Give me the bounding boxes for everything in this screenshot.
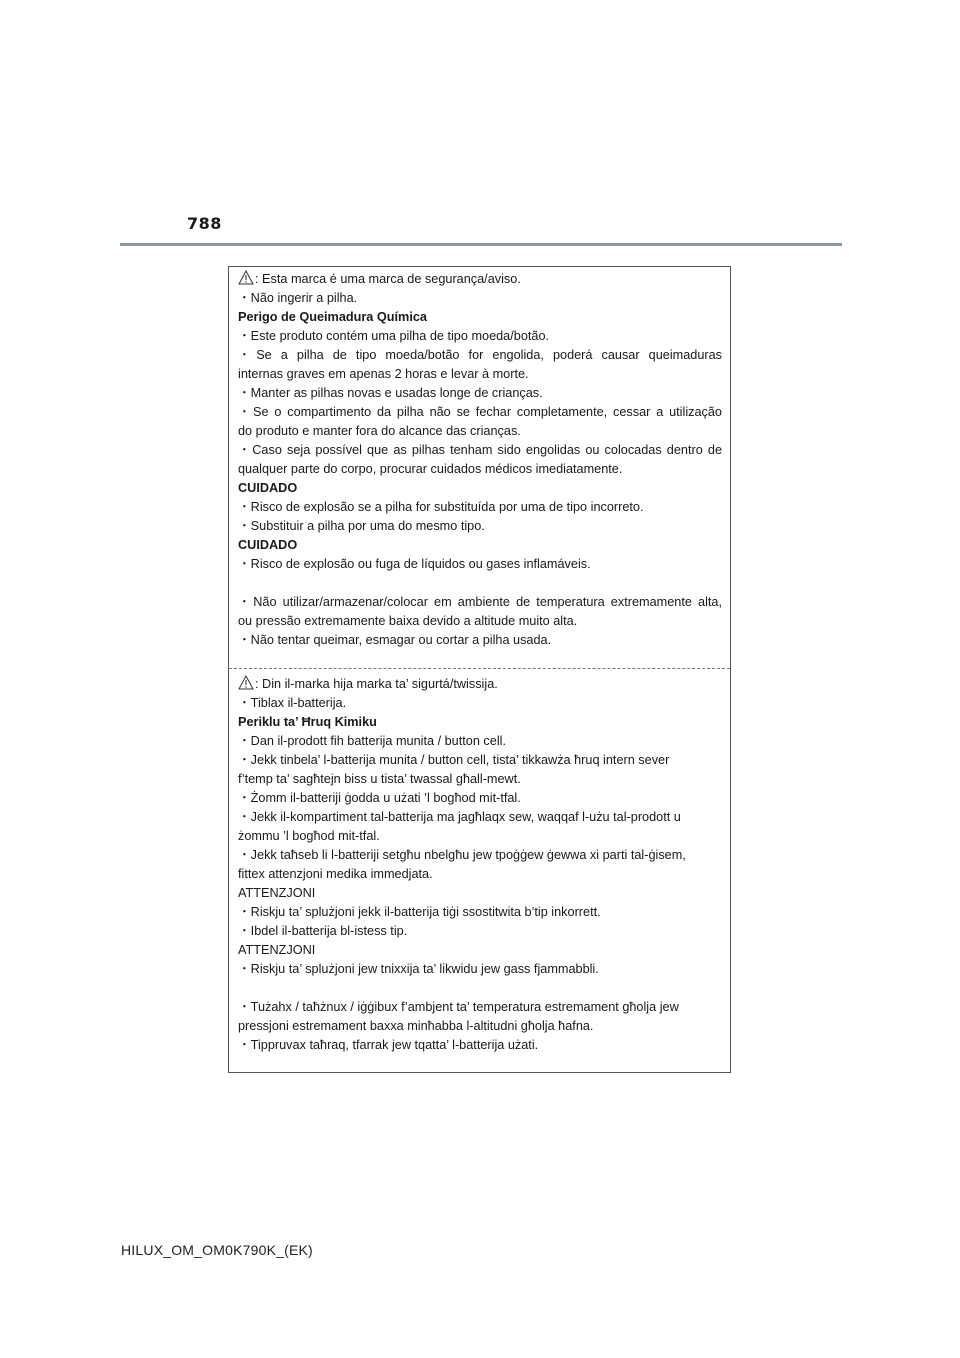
header-rule [120,243,842,246]
notice-line: ・Caso seja possível que as pilhas tenham sido engolidas ou colocadas dentro de [238,443,722,457]
notice-heading: ATTENZJONI [238,943,316,957]
notice-line: ・Manter as pilhas novas e usadas longe de crianças. [238,386,543,400]
notice-line: ・Risco de explosão ou fuga de líquidos ou gases inflamáveis. [238,557,591,571]
notice-line: ・Se a pilha de tipo moeda/botão for engolida, poderá causar queimaduras [238,348,722,362]
blank-line [238,979,722,998]
notice-line: ・Jekk il-kompartiment tal-batterija ma jagħlaqx sew, waqqaf l-użu tal-prodott u [238,810,681,824]
notice-line: ・Jekk tinbela’ l-batterija munita / button cell, tista’ tikkawża ħruq intern sever [238,753,670,767]
notice-line: do produto e manter fora do alcance das crianças. [238,424,521,438]
notice-line: ou pressão extremamente baixa devido a altitude muito alta. [238,614,578,628]
notice-line: pressjoni estremament baxxa minħabba l-altitudni għolja ħafna. [238,1019,594,1033]
notice-line: ・Risco de explosão se a pilha for substituída por uma de tipo incorreto. [238,500,644,514]
battery-warning-notice [228,266,731,1073]
notice-line: internas graves em apenas 2 horas e levar à morte. [238,367,529,381]
notice-line: f’temp ta’ sagħtejn biss u tista’ twassal għall-mewt. [238,772,521,786]
warning-mark-text: : Din il-marka hija marka ta’ sigurtá/twissija. [255,677,498,691]
notice-heading: Perigo de Queimadura Química [238,310,427,324]
notice-line: ・Não tentar queimar, esmagar ou cortar a pilha usada. [238,633,552,647]
notice-line: ・Não utilizar/armazenar/colocar em ambiente de temperatura extremamente alta, [238,595,722,609]
notice-heading: CUIDADO [238,538,298,552]
maltese-text [238,675,722,1055]
warning-mark-text: : Esta marca é uma marca de segurança/aviso. [255,272,521,286]
notice-line: ・Este produto contém uma pilha de tipo moeda/botão. [238,329,550,343]
warning-triangle-icon [238,675,254,696]
notice-line: żommu ’l bogħod mit-tfal. [238,829,380,843]
warning-triangle-icon [238,270,254,291]
notice-line: ・Se o compartimento da pilha não se fechar completamente, cessar a utilização [238,405,722,419]
notice-line: ・Żomm il-batteriji ġodda u użati ’l bogħod mit-tfal. [238,791,521,805]
portuguese-text [238,270,722,650]
notice-line: ・Dan il-prodott fih batterija munita / button cell. [238,734,506,748]
notice-line: ・Ibdel il-batterija bl-istess tip. [238,924,408,938]
notice-line: ・Jekk taħseb li l-batteriji setgħu nbelgħu jew tpoġġew ġewwa xi parti tal-ġisem, [238,848,686,862]
notice-section-portuguese [229,267,730,669]
notice-line: qualquer parte do corpo, procurar cuidados médicos imediatamente. [238,462,623,476]
notice-line: ・Riskju ta’ splużjoni jew tnixxija ta’ likwidu jew gass fjammabbli. [238,962,599,976]
page-number: 788 [187,214,222,233]
notice-line: fittex attenzjoni medika immedjata. [238,867,433,881]
notice-line: ・Riskju ta’ splużjoni jekk il-batterija tiġi ssostitwita b’tip inkorrett. [238,905,601,919]
notice-section-maltese [229,671,730,1071]
document-footer: HILUX_OM_OM0K790K_(EK) [121,1242,313,1258]
warning-mark-line [238,675,722,694]
blank-line [238,574,722,593]
notice-heading: ATTENZJONI [238,886,316,900]
notice-line: ・Tippruvax taħraq, tfarrak jew tqatta’ l-batterija użati. [238,1038,539,1052]
notice-heading: Periklu ta’ Ħruq Kimiku [238,715,377,729]
notice-heading: CUIDADO [238,481,298,495]
notice-line: ・Tiblax il-batterija. [238,696,347,710]
notice-line: ・Substituir a pilha por uma do mesmo tipo. [238,519,485,533]
notice-line: ・Tużahx / taħżnux / iġġibux f’ambjent ta’ temperatura estremament għolja jew [238,1000,679,1014]
notice-line: ・Não ingerir a pilha. [238,291,358,305]
warning-mark-line [238,270,722,289]
